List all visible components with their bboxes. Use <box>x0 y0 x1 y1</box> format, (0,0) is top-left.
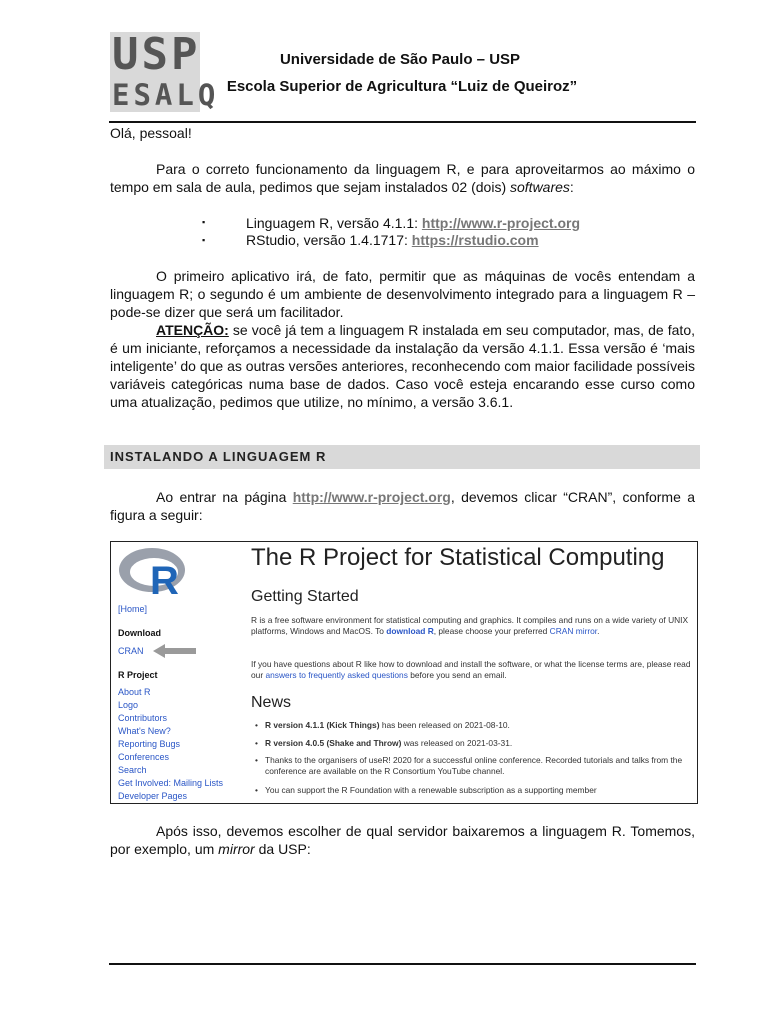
cran-mirror-link[interactable]: CRAN mirror <box>549 626 598 636</box>
software-item-rstudio: RStudio, versão 1.4.1717: https://rstudio.com <box>246 232 539 248</box>
sidebar-heading-download: Download <box>118 628 161 638</box>
supporting-member-link[interactable]: supporting member <box>524 785 597 795</box>
news-link-r405[interactable]: R version 4.0.5 (Shake and Throw) <box>265 738 402 748</box>
bullet-2: ▪ <box>202 235 206 245</box>
section-heading-bar <box>104 445 700 469</box>
sidebar-link-about[interactable]: About R <box>118 687 151 697</box>
intro-paragraph: Para o correto funcionamento da linguagem R, e para aproveitarmos ao máximo o tempo em sala de aula, pedimos que sejam instalados 02 (dois) softwares: <box>110 161 695 195</box>
header-rule <box>109 121 696 123</box>
sidebar-heading-rproject: R Project <box>118 670 158 680</box>
getting-started-text: R is a free software environment for statistical computing and graphics. It compiles and runs on a wide variety of UNIX platforms, Windows and MacOS. To download R, please choose your preferred CRAN mirror. <box>251 615 689 636</box>
arrow-left-icon <box>153 643 197 659</box>
after-paragraph: Após isso, devemos escolher de qual servidor baixaremos a linguagem R. Tomemos, por exemplo, um mirror da USP: <box>110 823 695 857</box>
sidebar-link-get-involved[interactable]: Get Involved: Mailing Lists <box>118 778 224 788</box>
install-paragraph: Ao entrar na página http://www.r-project.org, devemos clicar “CRAN”, conforme a figura a seguir: <box>110 489 696 523</box>
news-link-r411[interactable]: R version 4.1.1 (Kick Things) <box>265 720 380 730</box>
sidebar-link-logo[interactable]: Logo <box>118 700 139 710</box>
paragraph-explanation: O primeiro aplicativo irá, de fato, permitir que as máquinas de vocês entendam a linguagem R; o segundo é um ambiente de desenvolvimento integrado para a linguagem R – pode-se dizer que será um facilitador. <box>110 268 695 320</box>
svg-text:R: R <box>150 559 179 598</box>
sidebar-link-search[interactable]: Search <box>118 765 147 775</box>
news-heading: News <box>251 694 292 711</box>
logo-text-usp: USP <box>112 29 201 80</box>
university-name: Universidade de São Paulo – USP <box>279 51 521 68</box>
download-r-link[interactable]: download R <box>386 626 434 636</box>
r-project-screenshot <box>110 541 698 804</box>
sidebar-link-cran[interactable]: CRAN <box>118 646 144 656</box>
sidebar-link-conferences[interactable]: Conferences <box>118 752 170 762</box>
footer-rule <box>109 963 696 965</box>
news-item: • Thanks to the organisers of useR! 2020 for a successful online conference. Recorded tutorials and talks from the conference are available on the R Consortium YouTube channel. <box>255 755 683 776</box>
rproject-page-title: The R Project for Statistical Computing <box>251 544 665 571</box>
rstudio-link[interactable]: https://rstudio.com <box>411 232 539 248</box>
school-name: Escola Superior de Agricultura “Luiz de Queiroz” <box>226 78 578 95</box>
news-item: • R version 4.1.1 (Kick Things) has been released on 2021-08-10. <box>255 720 510 730</box>
logo-text-esalq: ESALQ <box>112 78 220 112</box>
sidebar-link-whats-new[interactable]: What's New? <box>118 726 171 736</box>
faq-link[interactable]: answers to frequently asked questions <box>265 670 408 680</box>
sidebar-link-developer-pages[interactable]: Developer Pages <box>118 791 188 801</box>
getting-started-heading: Getting Started <box>251 588 359 605</box>
bullet-1: ▪ <box>202 217 206 227</box>
greeting: Olá, pessoal! <box>110 125 192 141</box>
install-r-project-link[interactable]: http://www.r-project.org <box>292 489 451 505</box>
usp-esalq-logo <box>110 29 220 112</box>
news-item: • R version 4.0.5 (Shake and Throw) was released on 2021-03-31. <box>255 738 513 748</box>
youtube-channel-link[interactable]: R Consortium YouTube channel <box>384 766 503 776</box>
software-item-r: Linguagem R, versão 4.1.1: http://www.r-project.org <box>246 215 581 231</box>
sidebar-link-reporting-bugs[interactable]: Reporting Bugs <box>118 739 181 749</box>
news-item: • You can support the R Foundation with a renewable subscription as a supporting member <box>255 785 597 795</box>
questions-text: If you have questions about R like how to download and install the software, or what the license terms are, please read our answers to frequently asked questions before you send an email. <box>251 659 691 680</box>
sidebar-link-contributors[interactable]: Contributors <box>118 713 168 723</box>
attention-label: ATENÇÃO: <box>156 322 229 338</box>
sidebar-link-home[interactable]: [Home] <box>118 604 148 614</box>
r-logo-icon <box>117 546 187 598</box>
section-title: INSTALANDO A LINGUAGEM R <box>110 449 327 464</box>
r-project-link[interactable]: http://www.r-project.org <box>421 215 581 231</box>
attention-paragraph: ATENÇÃO: se você já tem a linguagem R instalada em seu computador, mas, de fato, é um iniciante, reforçamos a necessidade da instalação da versão 4.1.1. Essa versão é ‘mais inteligente’ do que as outras versões anteriores, reconhecendo com maior facilidade possíveis variáveis categóricas numa base de dados. Caso você esteja encarando esse curso como uma atualização, pedimos que utilize, no mínimo, a versão 3.6.1. <box>110 322 695 410</box>
